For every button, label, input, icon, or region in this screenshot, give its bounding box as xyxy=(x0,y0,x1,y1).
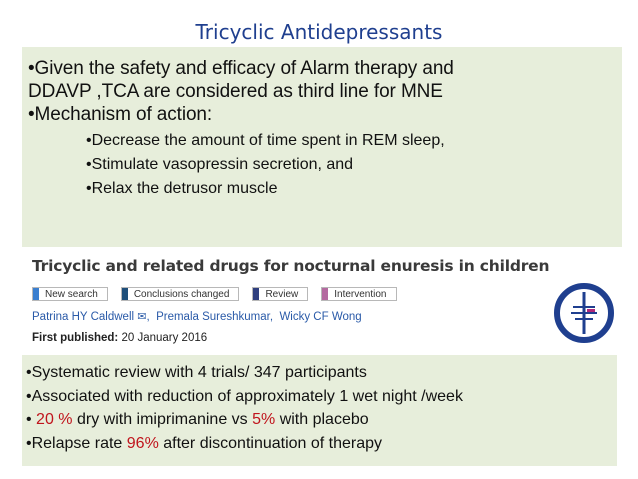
text-segment: dry with imiprimanine vs xyxy=(72,411,253,428)
tag-color-bar xyxy=(33,288,39,300)
evidence-item: •Associated with reduction of approximately 1 wet night /week xyxy=(26,387,463,405)
mechanism-list xyxy=(28,129,622,201)
evidence-item xyxy=(26,432,617,456)
bullet-mechanism: •Mechanism of action: xyxy=(28,104,213,125)
tag-color-bar xyxy=(253,288,259,300)
tag-intervention[interactable] xyxy=(321,287,396,301)
text-segment: •Relapse rate xyxy=(26,434,127,452)
cochrane-logo-icon xyxy=(553,282,615,344)
tag-conclusions-changed[interactable] xyxy=(121,287,240,301)
highlight-value: 5% xyxy=(252,411,276,428)
text-segment: with placebo xyxy=(275,411,369,428)
mechanism-box xyxy=(22,47,622,247)
tag-label: Intervention xyxy=(334,288,387,300)
highlight-value: 96% xyxy=(126,434,159,452)
article-snippet xyxy=(32,257,622,367)
mail-icon[interactable]: ✉ xyxy=(137,311,147,323)
tag-review[interactable] xyxy=(252,287,308,301)
author-link[interactable]: Premala Sureshkumar, xyxy=(156,311,274,323)
published-line xyxy=(32,332,207,344)
text-segment: • xyxy=(26,411,37,428)
evidence-item: •Systematic review with 4 trials/ 347 participants xyxy=(26,364,367,381)
article-tags xyxy=(32,287,410,301)
evidence-item xyxy=(26,408,617,432)
author-link[interactable]: Wicky CF Wong xyxy=(279,311,362,323)
published-label: First published: xyxy=(32,332,119,344)
evidence-box xyxy=(22,355,617,466)
text-segment: after discontinuation of therapy xyxy=(158,434,383,452)
highlight-value: 20 % xyxy=(36,411,73,428)
bullet-safety: •Given the safety and efficacy of Alarm therapy and xyxy=(28,58,454,79)
tag-label: New search xyxy=(45,288,98,300)
slide-title: Tricyclic Antidepressants xyxy=(195,20,443,44)
tag-color-bar xyxy=(322,288,328,300)
tag-label: Review xyxy=(265,288,299,300)
published-date: 20 January 2016 xyxy=(121,332,208,344)
author-link[interactable]: Patrina HY Caldwell xyxy=(32,311,135,323)
bullet-safety-cont: DDAVP ,TCA are considered as third line for MNE xyxy=(28,81,443,102)
tag-color-bar xyxy=(122,288,128,300)
mechanism-item: •Stimulate vasopressin secretion, and xyxy=(86,156,354,173)
mechanism-item: •Relax the detrusor muscle xyxy=(86,180,278,197)
tag-label: Conclusions changed xyxy=(133,288,230,300)
tag-new-search[interactable] xyxy=(32,287,108,301)
article-title[interactable]: Tricyclic and related drugs for nocturnal enuresis in children xyxy=(32,257,550,275)
mechanism-item: •Decrease the amount of time spent in REM sleep, xyxy=(86,132,445,149)
author-list: Patrina HY Caldwell ✉, Premala Sureshkumar, Wicky CF Wong xyxy=(32,311,362,323)
